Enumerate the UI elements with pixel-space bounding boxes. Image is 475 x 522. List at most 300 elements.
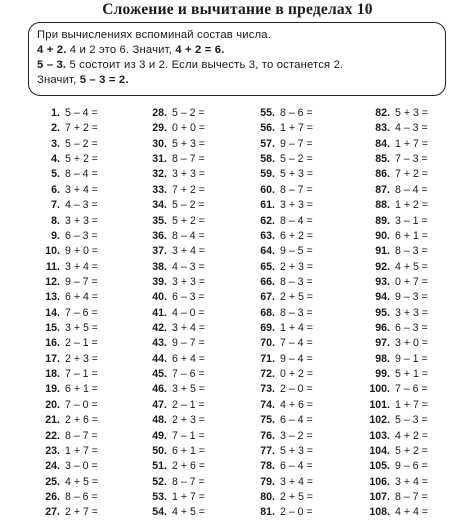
rule-line-3	[37, 58, 437, 73]
exercise-expression: 6 – 4 =	[280, 460, 313, 473]
exercise-expression: 5 – 2 =	[172, 199, 205, 212]
exercise-item	[358, 382, 428, 397]
exercise-expression: 2 – 1 =	[65, 337, 98, 350]
exercise-item	[358, 505, 428, 520]
exercise-item	[31, 505, 98, 520]
exercise-number: 40.	[152, 291, 167, 304]
exercise-item	[358, 398, 428, 413]
exercise-item	[358, 413, 428, 428]
exercise-item	[138, 490, 205, 505]
exercise-item	[246, 244, 313, 259]
exercise-expression: 4 – 0 =	[172, 306, 205, 319]
exercise-number: 100.	[369, 383, 390, 396]
exercise-expression: 7 – 0 =	[65, 398, 98, 411]
rule-example-result: 4 + 2 = 6.	[175, 44, 225, 56]
exercise-number: 24.	[45, 460, 60, 473]
exercise-expression: 5 + 3 =	[280, 444, 313, 457]
exercise-number: 60.	[260, 183, 275, 196]
exercise-number: 8.	[51, 214, 60, 227]
exercise-number: 52.	[152, 475, 167, 488]
exercise-item	[246, 137, 313, 152]
exercise-expression: 3 + 5 =	[65, 322, 98, 335]
exercise-expression: 9 – 7 =	[280, 137, 313, 150]
exercise-number: 66.	[260, 275, 275, 288]
exercise-number: 28.	[152, 107, 167, 119]
exercise-number: 6.	[51, 183, 60, 196]
exercise-expression: 6 + 1 =	[395, 229, 428, 242]
exercise-number: 2.	[51, 122, 60, 135]
exercise-item	[31, 352, 98, 367]
exercise-number: 59.	[260, 168, 275, 181]
exercise-item	[31, 214, 98, 229]
exercise-expression: 7 – 6 =	[65, 306, 98, 319]
exercise-number: 67.	[260, 291, 275, 304]
exercise-expression: 3 – 0 =	[65, 460, 98, 473]
exercise-expression: 3 + 3 =	[395, 306, 428, 319]
exercise-item	[31, 398, 98, 413]
exercise-item	[31, 429, 98, 444]
exercise-number: 81.	[260, 506, 275, 519]
exercise-number: 9.	[51, 229, 60, 242]
exercise-number: 23.	[45, 444, 60, 457]
exercise-item	[358, 336, 428, 351]
exercise-number: 106.	[369, 475, 390, 488]
exercise-expression: 2 – 0 =	[280, 506, 313, 519]
exercise-item	[138, 244, 205, 259]
exercise-expression: 9 – 7 =	[65, 275, 98, 288]
exercise-expression: 5 – 2 =	[280, 153, 313, 166]
exercise-number: 4.	[51, 153, 60, 166]
exercise-number: 97.	[375, 337, 390, 350]
exercise-expression: 5 + 3 =	[280, 168, 313, 181]
exercise-number: 45.	[152, 368, 167, 381]
exercise-item	[31, 290, 98, 305]
exercise-item	[358, 306, 428, 321]
exercise-item	[31, 275, 98, 290]
exercise-number: 88.	[375, 199, 390, 212]
exercise-column-2	[138, 106, 205, 521]
exercise-item	[358, 275, 428, 290]
exercise-number: 39.	[152, 275, 167, 288]
exercise-expression: 3 – 2 =	[280, 429, 313, 442]
exercise-number: 77.	[260, 444, 275, 457]
exercise-item	[246, 121, 313, 136]
exercise-number: 56.	[260, 122, 275, 135]
exercise-expression: 3 + 4 =	[65, 183, 98, 196]
exercise-expression: 2 + 5 =	[280, 291, 313, 304]
exercise-item	[138, 459, 205, 474]
exercise-number: 15.	[45, 322, 60, 335]
exercise-number: 96.	[375, 322, 390, 335]
exercise-item	[358, 214, 428, 229]
exercise-number: 104.	[369, 444, 390, 457]
exercise-number: 103.	[369, 429, 390, 442]
exercise-expression: 6 – 4 =	[280, 414, 313, 427]
exercise-item	[31, 106, 98, 121]
exercise-number: 72.	[260, 368, 275, 381]
exercise-item	[246, 382, 313, 397]
exercise-expression: 8 – 3 =	[280, 275, 313, 288]
exercise-expression: 7 – 4 =	[280, 337, 313, 350]
exercise-item	[138, 475, 205, 490]
exercise-expression: 8 – 4 =	[280, 214, 313, 227]
exercise-expression: 9 – 6 =	[395, 460, 428, 473]
exercise-expression: 2 + 6 =	[172, 460, 205, 473]
exercise-expression: 9 + 0 =	[65, 245, 98, 258]
exercise-item	[246, 490, 313, 505]
exercise-item	[246, 398, 313, 413]
exercise-number: 55.	[260, 107, 275, 119]
exercise-item	[31, 152, 98, 167]
exercise-number: 1.	[51, 107, 60, 119]
exercise-item	[31, 229, 98, 244]
exercise-number: 69.	[260, 322, 275, 335]
exercise-expression: 7 – 1 =	[65, 368, 98, 381]
exercise-item	[246, 429, 313, 444]
exercise-item	[31, 137, 98, 152]
exercise-item	[31, 336, 98, 351]
exercise-expression: 8 – 4 =	[65, 168, 98, 181]
exercise-item	[358, 229, 428, 244]
exercise-item	[246, 183, 313, 198]
exercise-expression: 5 + 2 =	[65, 153, 98, 166]
exercise-item	[31, 321, 98, 336]
exercise-expression: 2 – 0 =	[280, 383, 313, 396]
exercise-expression: 6 + 4 =	[172, 352, 205, 365]
exercise-item	[246, 459, 313, 474]
exercise-item	[138, 352, 205, 367]
exercise-expression: 4 + 2 =	[395, 429, 428, 442]
exercise-item	[358, 367, 428, 382]
rule-text: 5 состоит из 3 и 2. Если вычесть 3, то останется 2.	[66, 59, 344, 71]
exercise-number: 99.	[375, 368, 390, 381]
exercise-number: 108.	[369, 506, 390, 519]
exercise-expression: 7 + 2 =	[395, 168, 428, 181]
exercise-item	[358, 321, 428, 336]
exercise-number: 85.	[375, 153, 390, 166]
exercise-item	[31, 475, 98, 490]
exercise-number: 5.	[51, 168, 60, 181]
exercise-expression: 0 + 7 =	[395, 275, 428, 288]
exercise-number: 53.	[152, 490, 167, 503]
exercise-expression: 3 + 3 =	[172, 168, 205, 181]
exercise-item	[358, 352, 428, 367]
exercise-number: 10.	[45, 245, 60, 258]
exercise-item	[358, 121, 428, 136]
exercise-expression: 1 + 7 =	[280, 122, 313, 135]
rule-example-expression: 4 + 2.	[37, 44, 67, 56]
exercise-expression: 2 + 3 =	[65, 352, 98, 365]
exercise-number: 44.	[152, 352, 167, 365]
exercise-item	[138, 167, 205, 182]
exercise-item	[246, 475, 313, 490]
exercise-expression: 3 + 4 =	[280, 475, 313, 488]
exercise-number: 37.	[152, 245, 167, 258]
exercise-number: 29.	[152, 122, 167, 135]
exercise-item	[31, 382, 98, 397]
exercise-number: 98.	[375, 352, 390, 365]
exercise-number: 92.	[375, 260, 390, 273]
exercise-expression: 8 – 6 =	[280, 107, 313, 119]
exercise-item	[246, 167, 313, 182]
exercise-item	[31, 121, 98, 136]
exercise-expression: 2 + 3 =	[280, 260, 313, 273]
exercise-item	[138, 214, 205, 229]
exercise-item	[246, 198, 313, 213]
exercise-item	[246, 260, 313, 275]
exercise-item	[246, 229, 313, 244]
exercise-item	[138, 290, 205, 305]
rule-example-result: 5 – 3 = 2.	[79, 74, 129, 86]
exercise-number: 42.	[152, 322, 167, 335]
exercise-item	[31, 459, 98, 474]
exercise-expression: 4 + 5 =	[395, 260, 428, 273]
exercise-item	[138, 306, 205, 321]
exercise-expression: 5 – 4 =	[65, 107, 98, 119]
exercise-number: 20.	[45, 398, 60, 411]
exercise-number: 38.	[152, 260, 167, 273]
exercise-number: 91.	[375, 245, 390, 258]
exercise-number: 61.	[260, 199, 275, 212]
exercise-number: 82.	[375, 107, 390, 119]
exercise-number: 27.	[45, 506, 60, 519]
exercise-expression: 0 + 0 =	[172, 122, 205, 135]
exercise-expression: 2 + 6 =	[65, 414, 98, 427]
exercise-expression: 3 + 3 =	[280, 199, 313, 212]
exercise-expression: 5 + 2 =	[395, 444, 428, 457]
exercise-expression: 6 + 1 =	[65, 383, 98, 396]
exercise-expression: 8 – 3 =	[280, 306, 313, 319]
exercise-number: 41.	[152, 306, 167, 319]
exercise-expression: 3 + 5 =	[172, 383, 205, 396]
exercise-number: 48.	[152, 414, 167, 427]
exercise-expression: 3 + 3 =	[65, 214, 98, 227]
exercise-number: 33.	[152, 183, 167, 196]
exercise-item	[138, 275, 205, 290]
exercise-expression: 7 + 2 =	[172, 183, 205, 196]
exercise-item	[246, 290, 313, 305]
exercise-number: 62.	[260, 214, 275, 227]
exercise-number: 71.	[260, 352, 275, 365]
exercise-item	[138, 260, 205, 275]
exercise-item	[138, 137, 205, 152]
exercise-expression: 9 – 3 =	[395, 291, 428, 304]
exercise-number: 94.	[375, 291, 390, 304]
rule-text: Значит,	[37, 74, 80, 86]
exercise-number: 18.	[45, 368, 60, 381]
exercise-number: 87.	[375, 183, 390, 196]
exercise-item	[138, 444, 205, 459]
exercise-expression: 1 + 4 =	[280, 322, 313, 335]
exercise-item	[246, 152, 313, 167]
exercise-item	[31, 413, 98, 428]
exercise-item	[138, 229, 205, 244]
exercise-number: 107.	[369, 490, 390, 503]
exercise-number: 79.	[260, 475, 275, 488]
exercise-item	[138, 413, 205, 428]
exercise-expression: 8 – 4 =	[172, 229, 205, 242]
exercise-expression: 6 + 2 =	[280, 229, 313, 242]
exercise-column-1	[31, 106, 98, 521]
exercise-number: 89.	[375, 214, 390, 227]
exercise-item	[31, 306, 98, 321]
page-title: Сложение и вычитание в пределах 10	[102, 1, 373, 18]
exercise-number: 90.	[375, 229, 390, 242]
exercise-expression: 3 + 4 =	[65, 260, 98, 273]
exercise-expression: 5 + 3 =	[172, 137, 205, 150]
exercise-number: 105.	[369, 460, 390, 473]
exercise-expression: 4 + 5 =	[172, 506, 205, 519]
exercise-item	[138, 398, 205, 413]
exercise-expression: 8 – 7 =	[172, 475, 205, 488]
exercise-number: 17.	[45, 352, 60, 365]
exercise-expression: 5 – 3 =	[395, 414, 428, 427]
exercise-item	[138, 367, 205, 382]
exercise-number: 86.	[375, 168, 390, 181]
rule-line-1	[37, 28, 437, 43]
exercise-expression: 1 + 7 =	[395, 398, 428, 411]
exercise-column-4	[358, 106, 428, 521]
exercise-item	[246, 444, 313, 459]
exercise-number: 19.	[45, 383, 60, 396]
exercise-item	[358, 429, 428, 444]
exercise-expression: 1 + 7 =	[172, 490, 205, 503]
exercise-expression: 4 – 3 =	[395, 122, 428, 135]
exercise-item	[358, 152, 428, 167]
exercise-number: 58.	[260, 153, 275, 166]
exercise-expression: 5 – 2 =	[172, 107, 205, 119]
exercise-number: 36.	[152, 229, 167, 242]
exercise-item	[246, 275, 313, 290]
exercise-item	[358, 260, 428, 275]
exercise-expression: 3 + 4 =	[172, 322, 205, 335]
exercise-item	[358, 106, 428, 121]
exercise-expression: 9 – 4 =	[280, 352, 313, 365]
rule-line-4	[37, 73, 437, 88]
exercise-expression: 6 – 3 =	[65, 229, 98, 242]
exercise-expression: 8 – 7 =	[280, 183, 313, 196]
exercise-expression: 6 – 3 =	[172, 291, 205, 304]
exercise-number: 102.	[369, 414, 390, 427]
exercise-expression: 6 + 4 =	[65, 291, 98, 304]
exercise-expression: 7 + 2 =	[65, 122, 98, 135]
exercise-item	[358, 490, 428, 505]
exercise-expression: 9 – 7 =	[172, 337, 205, 350]
exercise-number: 49.	[152, 429, 167, 442]
exercise-expression: 4 + 5 =	[65, 475, 98, 488]
exercise-expression: 5 + 1 =	[395, 368, 428, 381]
exercise-expression: 3 + 0 =	[395, 337, 428, 350]
exercise-expression: 3 – 1 =	[395, 214, 428, 227]
exercise-number: 31.	[152, 153, 167, 166]
exercise-number: 63.	[260, 229, 275, 242]
exercise-expression: 8 – 7 =	[395, 490, 428, 503]
exercise-expression: 4 – 3 =	[65, 199, 98, 212]
exercise-item	[358, 290, 428, 305]
exercise-expression: 2 + 7 =	[65, 506, 98, 519]
exercise-number: 93.	[375, 275, 390, 288]
exercise-number: 68.	[260, 306, 275, 319]
exercise-item	[246, 106, 313, 121]
exercise-item	[138, 121, 205, 136]
rule-text: При вычислениях вспоминай состав числа.	[37, 29, 271, 41]
exercise-number: 16.	[45, 337, 60, 350]
exercise-item	[246, 367, 313, 382]
exercise-expression: 3 + 3 =	[172, 275, 205, 288]
exercise-number: 12.	[45, 275, 60, 288]
exercise-number: 75.	[260, 414, 275, 427]
exercise-expression: 8 – 3 =	[395, 245, 428, 258]
exercise-expression: 5 + 2 =	[172, 214, 205, 227]
exercise-item	[138, 152, 205, 167]
exercise-item	[138, 106, 205, 121]
exercise-item	[138, 336, 205, 351]
exercise-expression: 3 + 4 =	[395, 475, 428, 488]
exercise-expression: 7 – 6 =	[172, 368, 205, 381]
exercise-number: 7.	[51, 199, 60, 212]
exercise-number: 14.	[45, 306, 60, 319]
exercise-number: 65.	[260, 260, 275, 273]
exercise-number: 76.	[260, 429, 275, 442]
exercise-item	[31, 183, 98, 198]
exercise-number: 57.	[260, 137, 275, 150]
exercise-expression: 7 – 3 =	[395, 153, 428, 166]
rule-line-2	[37, 43, 437, 58]
exercise-item	[246, 505, 313, 520]
exercise-number: 43.	[152, 337, 167, 350]
exercise-item	[31, 444, 98, 459]
exercise-expression: 6 + 1 =	[172, 444, 205, 457]
exercise-item	[138, 382, 205, 397]
exercise-number: 13.	[45, 291, 60, 304]
exercise-number: 26.	[45, 490, 60, 503]
exercise-expression: 9 – 5 =	[280, 245, 313, 258]
exercise-item	[358, 444, 428, 459]
exercise-column-3	[246, 106, 313, 521]
exercise-number: 22.	[45, 429, 60, 442]
exercise-item	[31, 367, 98, 382]
exercise-expression: 2 + 3 =	[172, 414, 205, 427]
exercise-number: 95.	[375, 306, 390, 319]
exercise-item	[358, 198, 428, 213]
exercise-number: 21.	[45, 414, 60, 427]
exercise-number: 80.	[260, 490, 275, 503]
exercise-item	[246, 214, 313, 229]
rule-text: 4 и 2 это 6. Значит,	[66, 44, 176, 56]
exercise-number: 54.	[152, 506, 167, 519]
exercise-item	[358, 167, 428, 182]
exercise-item	[358, 459, 428, 474]
exercise-item	[31, 167, 98, 182]
exercise-expression: 4 + 6 =	[280, 398, 313, 411]
exercise-item	[138, 505, 205, 520]
exercise-number: 101.	[369, 398, 390, 411]
exercise-item	[358, 137, 428, 152]
exercise-number: 35.	[152, 214, 167, 227]
exercise-number: 51.	[152, 460, 167, 473]
exercise-item	[31, 198, 98, 213]
exercise-item	[246, 352, 313, 367]
exercise-number: 50.	[152, 444, 167, 457]
rule-box	[28, 22, 446, 96]
exercise-item	[358, 244, 428, 259]
exercise-number: 3.	[51, 137, 60, 150]
exercise-number: 11.	[45, 260, 60, 273]
exercise-expression: 9 – 1 =	[395, 352, 428, 365]
exercise-item	[246, 306, 313, 321]
exercise-number: 70.	[260, 337, 275, 350]
rule-example-expression: 5 – 3.	[37, 59, 67, 71]
